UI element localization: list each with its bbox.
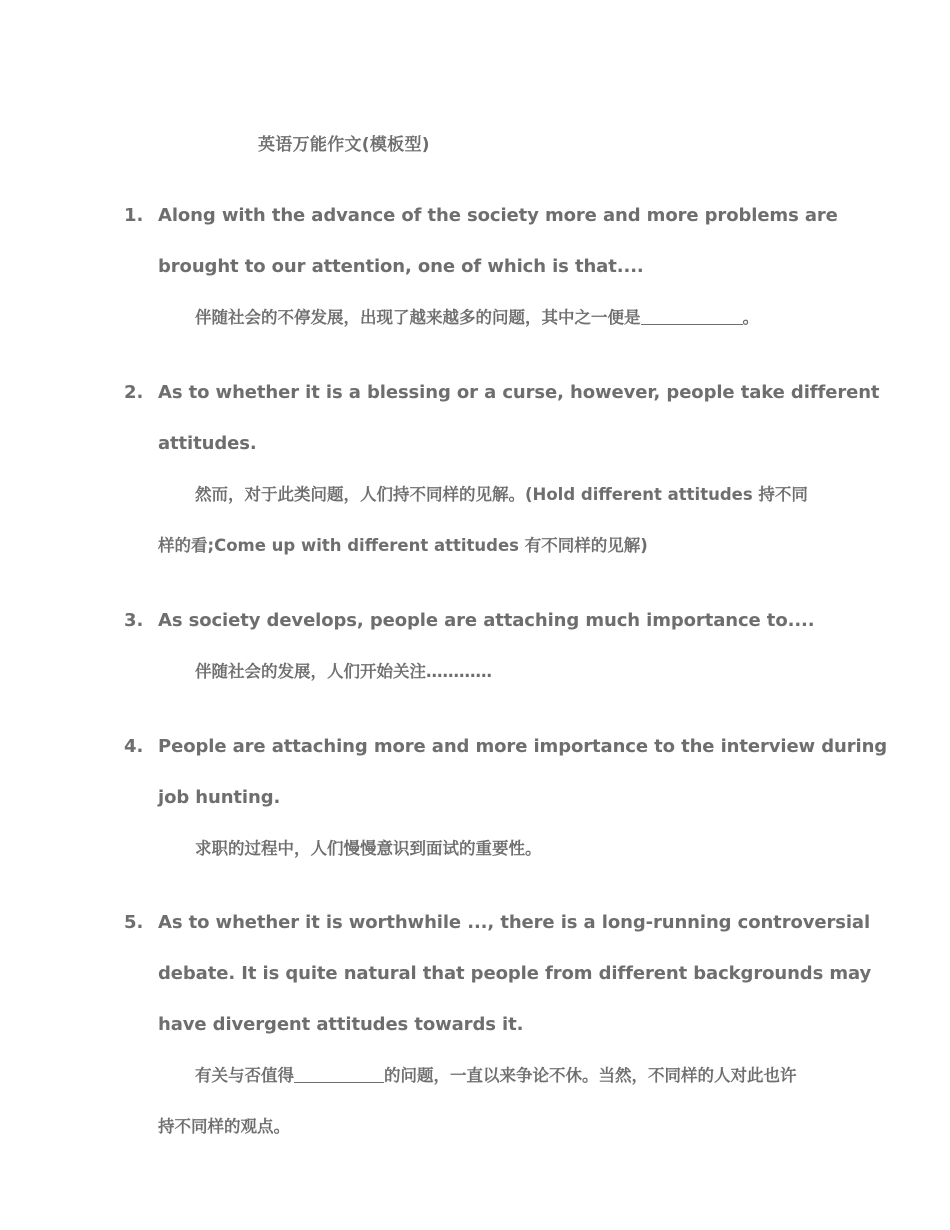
item-number: 2. — [124, 382, 144, 403]
list-item-2 — [124, 367, 884, 571]
english-sentence-line: debate. It is quite natural that people from different backgrounds may — [158, 963, 872, 984]
list-item-5 — [124, 897, 884, 1152]
chinese-translation — [158, 1050, 884, 1101]
fill-in-blank — [294, 1064, 384, 1083]
english-sentence-line: People are attaching more and more importance to the interview during — [158, 736, 888, 757]
chinese-text: 伴随社会的不停发展，出现了越来越多的问题，其中之一便是 — [195, 308, 641, 327]
chinese-translation: 求职的过程中，人们慢慢意识到面试的重要性。 — [195, 839, 542, 858]
english-sentence-line: job hunting. — [158, 787, 281, 808]
english-sentence-line: brought to our attention, one of which is that.... — [158, 256, 644, 277]
english-sentence-line: attitudes. — [158, 433, 257, 454]
item-number: 5. — [124, 912, 144, 933]
english-sentence-line: have divergent attitudes towards it. — [158, 1014, 524, 1035]
english-sentence-line: Along with the advance of the society more and more problems are — [158, 205, 838, 226]
english-sentence-line: As society develops, people are attaching much importance to.... — [158, 610, 815, 631]
chinese-translation-continued: 持不同样的观点。 — [158, 1117, 290, 1136]
list-item-4 — [124, 721, 888, 874]
chinese-translation — [158, 292, 884, 343]
fill-in-blank — [641, 306, 743, 325]
chinese-text: 有关与否值得 — [195, 1066, 294, 1085]
english-sentence-line: As to whether it is a blessing or a curse, however, people take different — [158, 382, 880, 403]
list-item-1 — [124, 190, 884, 343]
chinese-text: 。 — [742, 308, 759, 327]
chinese-translation: 伴随社会的发展，人们开始关注………… — [195, 662, 492, 681]
chinese-translation: 然而，对于此类问题，人们持不同样的见解。(Hold different attitudes 持不同 — [195, 485, 808, 504]
list-item-3 — [124, 595, 884, 697]
item-number: 4. — [124, 736, 144, 757]
item-number: 1. — [124, 205, 144, 226]
document-title: 英语万能作文(模板型) — [258, 135, 430, 155]
english-sentence-line: As to whether it is worthwhile ..., there is a long-running controversial — [158, 912, 871, 933]
chinese-translation-continued: 样的看;Come up with different attitudes 有不同样的见解) — [158, 536, 648, 555]
item-number: 3. — [124, 610, 144, 631]
chinese-text: 的问题，一直以来争论不休。当然，不同样的人对此也许 — [384, 1066, 797, 1085]
